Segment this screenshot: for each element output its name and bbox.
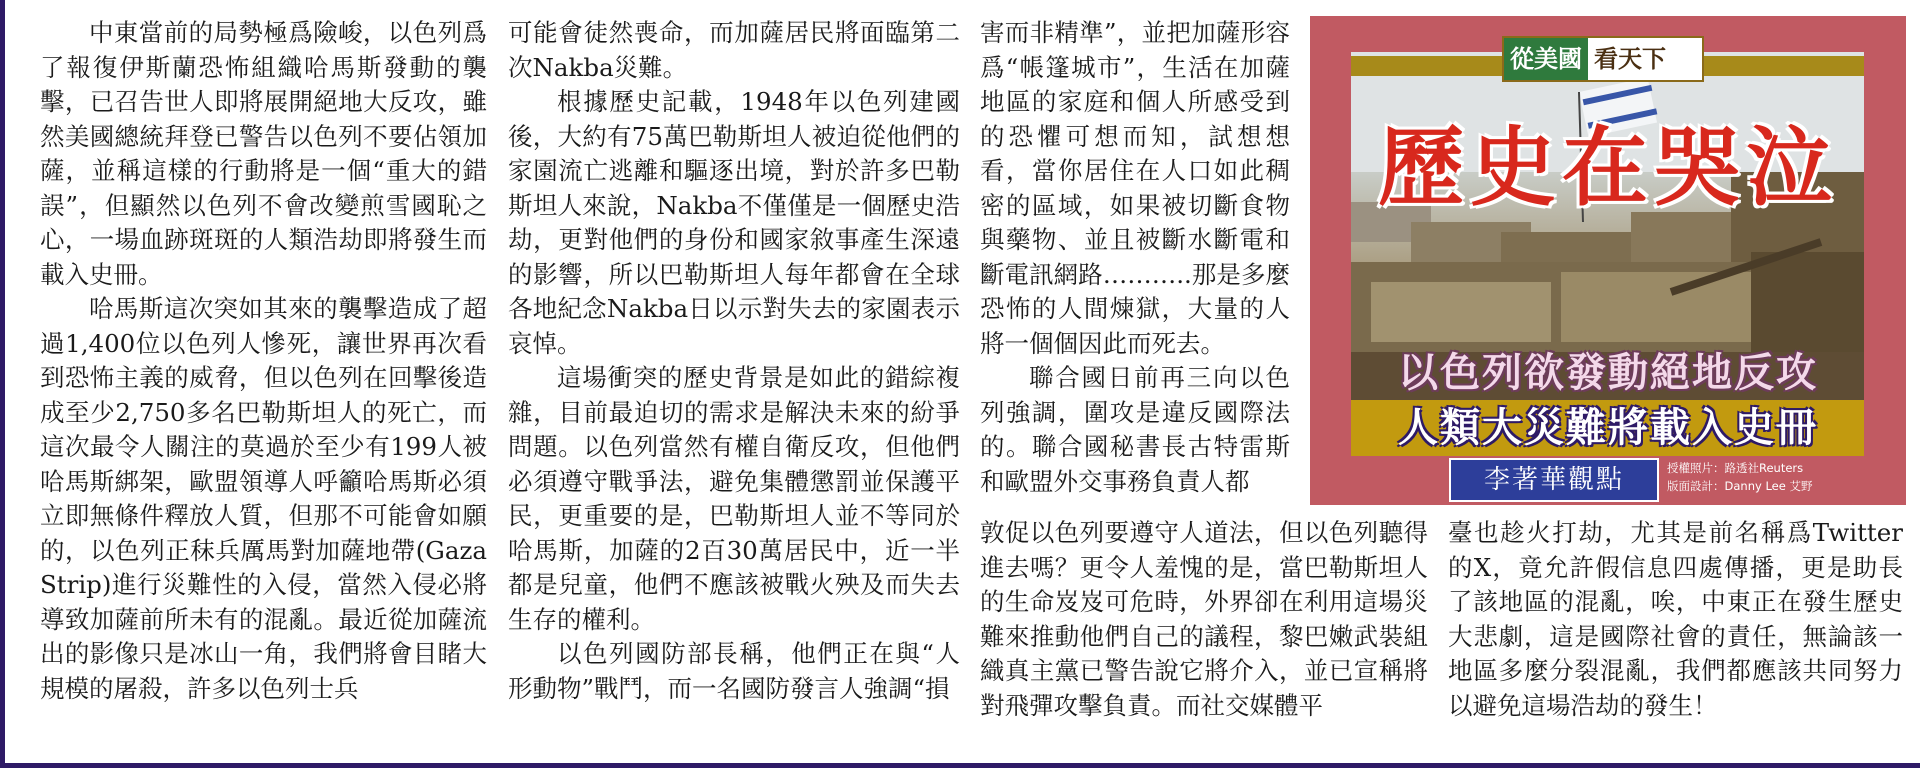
article-paragraph: 敦促以色列要遵守人道法，但以色列聽得進去嗎？更令人羞愧的是，當巴勒斯坦人的生命岌岌可危時，外界卻在利用這場災難來推動他們自己的議程，黎巴嫩武裝組織真主黨已警告說它將介入，並已宣稱將對飛彈攻擊負責。而社交媒體平 <box>980 518 1428 720</box>
banner-headline: 歷史在哭泣 <box>1378 118 1838 218</box>
photo-credit: 授權照片：路透社Reuters <box>1667 461 1804 475</box>
article-paragraph: 害而非精準”，並把加薩形容爲“帳篷城市”，生活在加薩地區的家庭和個人所感受到的恐懼可想而知，試想想看，當你居住在人口如此稠密的區域，如果被切斷食物與藥物、並且被斷水斷電和斷電訊網路………..那是多麼恐怖的人間煉獄，大量的人將一個個因此而死去。 <box>980 18 1290 358</box>
banner-subhead-1: 以色列欲發動絕地反攻 <box>1398 350 1818 396</box>
article-column-1 <box>40 16 487 706</box>
article-column-3-lower <box>980 516 1428 723</box>
column-banner <box>1310 16 1906 505</box>
series-label <box>1502 36 1704 82</box>
credits <box>1667 459 1887 495</box>
article-column-2 <box>508 16 960 706</box>
article-paragraph: 可能會徒然喪命，而加薩居民將面臨第二次Nakba災難。 <box>508 18 960 82</box>
article-column-4 <box>1448 516 1903 723</box>
article-column-3 <box>980 16 1290 499</box>
page-border-left <box>0 0 5 768</box>
author-label: 李著華觀點 <box>1449 458 1659 502</box>
article-paragraph: 根據歷史記載，1948年以色列建國後，大約有75萬巴勒斯坦人被迫從他們的家園流亡逃離和驅逐出境，對於許多巴勒斯坦人來說，Nakba不僅僅是一個歷史浩劫，更對他們的身份和國家敘事產生深遠的影響，所以巴勒斯坦人每年都會在全球各地紀念Nakba日以示對失去的家園表示哀悼。 <box>508 87 960 358</box>
banner-subhead-2: 人類大災難將載入史冊 <box>1398 405 1818 451</box>
design-credit: 版面設計：Danny Lee 艾野 <box>1667 479 1813 493</box>
article-paragraph: 聯合國日前再三向以色列強調，圍攻是違反國際法的。聯合國秘書長古特雷斯和歐盟外交事務負責人都 <box>980 363 1290 496</box>
article-paragraph: 哈馬斯這次突如其來的襲擊造成了超過1,400位以色列人慘死，讓世界再次看到恐怖主義的威脅，但以色列在回擊後造成至少2,750多名巴勒斯坦人的死亡，而這次最令人關注的莫過於至少有199人被哈馬斯綁架，歐盟領導人呼籲哈馬斯必須立即無條件釋放人質，但那不可能會如願的，以色列正秣兵厲馬對加薩地帶(Gaza Strip)進行災難性的入侵，當然入侵必將導致加薩前所未有的混亂。最近從加薩流出的影像只是冰山一角，我們將會目睹大規模的屠殺，許多以色列士兵 <box>40 294 487 703</box>
article-paragraph: 中東當前的局勢極爲險峻，以色列爲了報復伊斯蘭恐怖組織哈馬斯發動的襲擊，已召告世人即將展開絕地大反攻，雖然美國總統拜登已警告以色列不要佔領加薩，並稱這樣的行動將是一個“重大的錯誤”，但顯然以色列不會改變煎雪國恥之心，一場血跡斑斑的人類浩劫即將發生而載入史冊。 <box>40 18 487 289</box>
page-border-bottom <box>0 763 1920 768</box>
series-label-part1: 從美國 <box>1504 38 1588 80</box>
article-paragraph: 臺也趁火打劫，尤其是前名稱爲Twitter的X，竟允許假信息四處傳播，更是助長了該地區的混亂，唉，中東正在發生歷史大悲劇，這是國際社會的責任，無論該一地區多麼分裂混亂，我們都應該共同努力以避免這場浩劫的發生！ <box>1448 518 1903 720</box>
series-label-part2: 看天下 <box>1594 45 1666 73</box>
article-paragraph: 以色列國防部長稱，他們正在與“人形動物”戰鬥，而一名國防發言人強調“損 <box>508 639 960 703</box>
article-paragraph: 這場衝突的歷史背景是如此的錯綜複雜，目前最迫切的需求是解決未來的紛爭問題。以色列當然有權自衛反攻，但他們必須遵守戰爭法，避免集體懲罰並保護平民，更重要的是，巴勒斯坦人並不等同於哈馬斯，加薩的2百30萬居民中，近一半都是兒童，他們不應該被戰火殃及而失去生存的權利。 <box>508 363 960 634</box>
